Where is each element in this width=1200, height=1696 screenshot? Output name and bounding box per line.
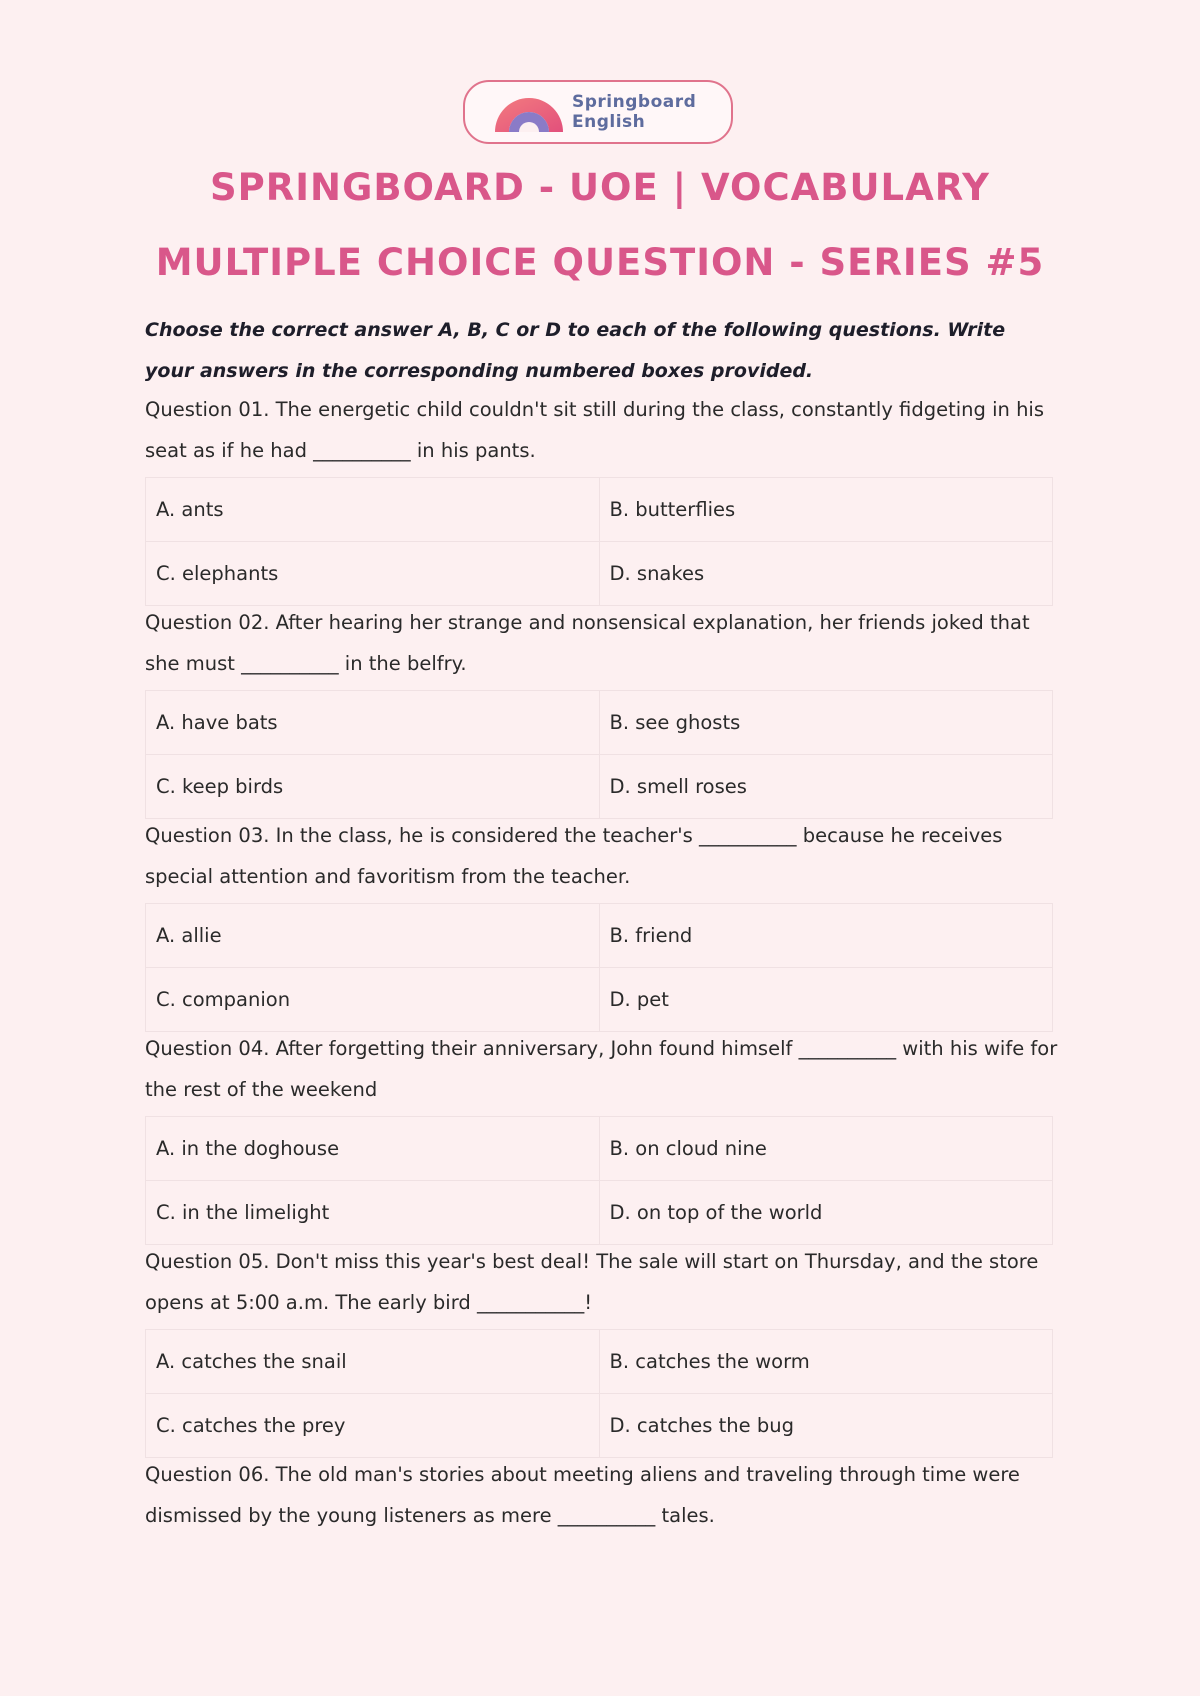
options-table-02 — [145, 690, 1053, 819]
option-a[interactable]: A. in the doghouse — [146, 1117, 600, 1181]
option-c[interactable]: C. catches the prey — [146, 1394, 600, 1458]
option-d[interactable]: D. snakes — [599, 542, 1053, 606]
question-01: Question 01. The energetic child couldn't sit still during the class, constantly fidgeting in his seat as if he had __________ in his pants. — [145, 398, 1044, 462]
option-b[interactable]: B. catches the worm — [599, 1330, 1053, 1394]
page-title-line-1: SPRINGBOARD - UOE | VOCABULARY — [210, 166, 990, 209]
options-table-04 — [145, 1116, 1053, 1245]
option-b[interactable]: B. see ghosts — [599, 691, 1053, 755]
logo-wordmark — [572, 92, 696, 132]
option-a[interactable]: A. catches the snail — [146, 1330, 600, 1394]
option-a[interactable]: A. allie — [146, 904, 600, 968]
question-04: Question 04. After forgetting their anniversary, John found himself __________ with his wife for the rest of the weekend — [145, 1037, 1058, 1101]
question-02: Question 02. After hearing her strange and nonsensical explanation, her friends joked that she must __________ in the belfry. — [145, 611, 1030, 675]
option-a[interactable]: A. ants — [146, 478, 600, 542]
option-b[interactable]: B. on cloud nine — [599, 1117, 1053, 1181]
page-title-line-2: MULTIPLE CHOICE QUESTION - SERIES #5 — [155, 241, 1045, 284]
options-table-03 — [145, 903, 1053, 1032]
option-c[interactable]: C. companion — [146, 968, 600, 1032]
question-06: Question 06. The old man's stories about meeting aliens and traveling through time were dismissed by the young listeners as mere __________ tales. — [145, 1463, 1020, 1527]
option-b[interactable]: B. friend — [599, 904, 1053, 968]
question-05: Question 05. Don't miss this year's best deal! The sale will start on Thursday, and the store opens at 5:00 a.m. The early bird ___________! — [145, 1250, 1039, 1314]
options-table-01 — [145, 477, 1053, 606]
option-c[interactable]: C. elephants — [146, 542, 600, 606]
instructions: Choose the correct answer A, B, C or D to each of the following questions. Write your answers in the corresponding numbered boxes provided. — [145, 319, 1006, 382]
option-b[interactable]: B. butterflies — [599, 478, 1053, 542]
option-c[interactable]: C. in the limelight — [146, 1181, 600, 1245]
question-03: Question 03. In the class, he is considered the teacher's __________ because he receives special attention and favoritism from the teacher. — [145, 824, 1003, 888]
option-d[interactable]: D. smell roses — [599, 755, 1053, 819]
option-c[interactable]: C. keep birds — [146, 755, 600, 819]
rainbow-logo-icon — [493, 92, 565, 132]
brand-logo — [463, 80, 733, 144]
logo-line-2: English — [572, 112, 646, 132]
logo-line-1: Springboard — [572, 92, 697, 112]
option-d[interactable]: D. on top of the world — [599, 1181, 1053, 1245]
option-d[interactable]: D. pet — [599, 968, 1053, 1032]
option-d[interactable]: D. catches the bug — [599, 1394, 1053, 1458]
option-a[interactable]: A. have bats — [146, 691, 600, 755]
options-table-05 — [145, 1329, 1053, 1458]
